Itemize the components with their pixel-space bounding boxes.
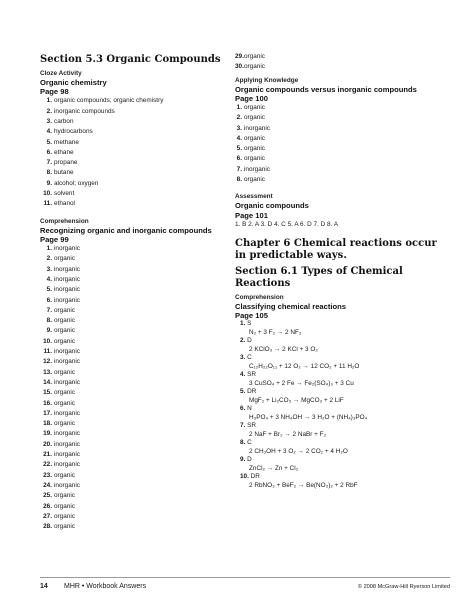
page-reference: Page 99 [40, 234, 69, 244]
activity-label: Cloze Activity [40, 70, 82, 77]
activity-label: Assessment [235, 193, 273, 201]
footer-divider [40, 577, 450, 578]
reaction-item [235, 405, 450, 422]
item-answer: organic [54, 306, 75, 314]
reaction-label [235, 337, 450, 345]
list-item [40, 419, 225, 429]
list-item [40, 189, 225, 199]
list-item [40, 117, 225, 127]
list-item [40, 168, 225, 178]
activity-heading: Classifying chemical reactions [235, 301, 346, 311]
item-number: 1. [236, 104, 242, 111]
item-answer: inorganic [54, 358, 80, 366]
reaction-label [235, 405, 450, 413]
item-number: 26. [43, 502, 52, 510]
item-number: 8. [46, 317, 52, 325]
item-number: 6. [46, 296, 52, 304]
item-answer: hydrocarbons [54, 128, 93, 136]
item-answer: inorganic [54, 440, 80, 448]
continued-answer-list [235, 52, 450, 73]
item-answer: inorganic [54, 296, 80, 304]
item-number: 3. [240, 354, 246, 362]
item-number: 9. [240, 456, 246, 464]
list-item [235, 62, 450, 72]
item-answer: propane [54, 159, 78, 167]
reaction-type: SR [247, 371, 257, 379]
item-answer: organic [244, 145, 265, 153]
item-answer: methane [54, 138, 79, 146]
item-number: 12. [43, 358, 52, 366]
item-answer: inorganic [54, 461, 80, 469]
book-title: MHR • Workbook Answers [64, 583, 147, 590]
item-number: 23. [43, 471, 52, 479]
list-item [40, 148, 225, 158]
activity-label: Comprehension [235, 293, 284, 301]
list-item [235, 175, 450, 185]
item-number: 5. [236, 145, 242, 153]
item-number: 1. [240, 320, 246, 328]
left-column [40, 54, 225, 532]
list-item [40, 127, 225, 137]
activity-heading: Organic chemistry [40, 78, 107, 87]
item-answer: inorganic [54, 286, 80, 294]
page-number: 14 [40, 583, 48, 590]
item-answer: organic [54, 255, 75, 263]
item-answer: organic [244, 176, 265, 184]
activity-label: Applying Knowledge [235, 76, 299, 84]
item-answer: inorganic compounds [54, 107, 115, 115]
item-number: 4. [46, 128, 52, 136]
reaction-answer-list [235, 320, 450, 490]
list-item [40, 512, 225, 522]
copyright-notice: © 2008 McGraw-Hill Ryerson Limited [357, 584, 450, 590]
reaction-item [235, 422, 450, 439]
chemical-equation: 3 CuSO₄ + 2 Fe → Fe₂(SO₄)₃ + 3 Cu [249, 379, 354, 387]
page-reference: Page 100 [235, 93, 268, 103]
reaction-label [235, 388, 450, 396]
item-answer: organic [54, 523, 75, 531]
item-answer: inorganic [54, 430, 80, 438]
reaction-item [235, 456, 450, 473]
item-number: 20. [43, 440, 52, 448]
item-answer: organic [54, 399, 75, 407]
item-answer: inorganic [54, 265, 80, 273]
right-column [235, 52, 450, 490]
list-item [235, 134, 450, 144]
list-item [40, 316, 225, 326]
item-number: 25. [43, 492, 52, 500]
item-number: 9. [46, 327, 52, 335]
chemical-equation: 2 RbNO₃ + BeF₂ → Be(NO₃)₂ + 2 RbF [249, 481, 358, 489]
item-number: 2. [240, 337, 246, 345]
item-answer: organic [244, 53, 265, 60]
applying-answer-list [235, 103, 450, 185]
item-answer: ethane [54, 148, 74, 156]
item-answer: organic [244, 134, 265, 142]
item-number: 13. [43, 368, 52, 376]
reaction-type: SR [247, 422, 257, 430]
item-answer: carbon [54, 118, 74, 125]
reaction-label [235, 354, 450, 362]
list-item [40, 502, 225, 512]
list-item [40, 179, 225, 189]
list-item [40, 244, 225, 254]
item-number: 6. [236, 155, 242, 163]
item-number: 15. [43, 389, 52, 397]
item-answer: butane [54, 169, 74, 177]
item-number: 22. [43, 461, 52, 469]
list-item [40, 107, 225, 117]
list-item [235, 144, 450, 154]
item-answer: inorganic [244, 165, 270, 173]
reaction-item [235, 439, 450, 456]
page-reference: Page 101 [235, 210, 268, 220]
list-item [40, 491, 225, 501]
list-item [40, 429, 225, 439]
list-item [235, 52, 450, 62]
item-answer: organic [54, 420, 75, 428]
item-answer: organic [244, 155, 265, 163]
item-number: 10. [240, 473, 249, 481]
item-answer: inorganic [54, 409, 80, 417]
reaction-type: C [247, 354, 252, 362]
item-answer: inorganic [54, 348, 80, 356]
chemical-equation: C₁₂H₂₂O₁₁ + 12 O₂ → 12 CO₂ + 11 H₂O [249, 362, 360, 370]
item-answer: inorganic [54, 245, 80, 253]
item-number: 19. [43, 430, 52, 438]
item-answer: organic [54, 389, 75, 397]
reaction-type: D [247, 456, 252, 464]
list-item [40, 481, 225, 491]
item-answer: ethanol [54, 200, 75, 208]
reaction-label [235, 473, 450, 481]
item-number: 7. [240, 422, 246, 430]
item-number: 11. [43, 348, 52, 356]
reaction-type: C [247, 439, 252, 447]
item-answer: organic [244, 114, 265, 122]
item-answer: alcohol; oxygen [54, 179, 99, 187]
list-item [40, 285, 225, 295]
activity-label: Comprehension [40, 217, 89, 225]
reaction-label [235, 320, 450, 328]
chemical-equation: 2 KClO₃ → 2 KCl + 3 O₂ [249, 345, 318, 353]
list-item [40, 460, 225, 470]
reaction-item [235, 354, 450, 371]
reaction-item [235, 371, 450, 388]
reaction-type: D [247, 337, 252, 345]
list-item [40, 296, 225, 306]
section-title: Section 5.3 Organic Compounds [40, 54, 221, 65]
item-number: 10. [43, 337, 52, 345]
list-item [40, 275, 225, 285]
list-item [40, 265, 225, 275]
item-number: 18. [43, 420, 52, 428]
comprehension-answer-list [40, 244, 225, 532]
chemical-equation: N₂ + 3 F₂ → 2 NF₃ [249, 328, 302, 336]
item-number: 24. [43, 481, 52, 489]
list-item [235, 154, 450, 164]
item-answer: solvent [54, 190, 75, 198]
list-item [40, 450, 225, 460]
item-answer: organic [54, 368, 75, 376]
item-answer: inorganic [54, 451, 80, 459]
reaction-label [235, 422, 450, 430]
activity-heading: Recognizing organic and inorganic compounds [40, 225, 212, 235]
chemical-equation: ZnCl₂ → Zn + Cl₂ [249, 464, 299, 472]
list-item [40, 388, 225, 398]
page-reference: Page 105 [235, 310, 268, 320]
list-item [40, 399, 225, 409]
item-answer: inorganic [54, 378, 80, 386]
list-item [40, 337, 225, 347]
item-answer: inorganic [54, 481, 80, 489]
item-number: 6. [46, 148, 52, 156]
reaction-type: S [247, 320, 252, 328]
item-number: 4. [46, 275, 52, 283]
list-item [40, 347, 225, 357]
list-item [40, 306, 225, 316]
list-item [40, 522, 225, 532]
list-item [40, 254, 225, 264]
item-answer: organic [54, 512, 75, 520]
list-item [40, 158, 225, 168]
chemical-equation: 2 NaF + Br₂ → 2 NaBr + F₂ [249, 430, 327, 438]
item-number: 3. [46, 118, 52, 125]
item-number: 30. [235, 63, 244, 71]
item-answer: organic [54, 337, 75, 345]
item-number: 2. [46, 255, 52, 263]
item-number: 10. [43, 190, 52, 198]
reaction-type: N [247, 405, 252, 413]
assessment-answers: 1. B 2. A 3. D 4. C 5. A 6. D 7. D 8. A [235, 220, 339, 228]
item-number: 1. [46, 97, 52, 105]
page-footer [40, 577, 450, 595]
item-number: 16. [43, 399, 52, 407]
item-number: 3. [46, 265, 52, 273]
list-item [40, 138, 225, 148]
item-answer: organic [54, 317, 75, 325]
item-number: 7. [46, 159, 52, 167]
item-number: 8. [46, 169, 52, 177]
item-answer: organic [54, 471, 75, 479]
activity-heading: Organic compounds versus inorganic compounds [235, 84, 417, 94]
section-title: Section 6.1 Types of Chemical Reactions [235, 265, 403, 289]
item-answer: organic [54, 327, 75, 335]
reaction-label [235, 371, 450, 379]
chemical-equation: MgF₂ + Li₂CO₃ → MgCO₃ + 2 LiF [249, 396, 344, 404]
list-item [40, 357, 225, 367]
item-answer: organic [54, 492, 75, 500]
reaction-label [235, 456, 450, 464]
reaction-item [235, 320, 450, 337]
cloze-answer-list [40, 96, 225, 209]
reaction-type: DR [247, 388, 257, 396]
item-number: 5. [46, 286, 52, 294]
chapter-title: Chapter 6 Chemical reactions occur in predictable ways. [235, 237, 437, 261]
item-number: 21. [43, 451, 52, 459]
list-item [40, 199, 225, 209]
page-reference: Page 98 [40, 87, 69, 97]
item-number: 3. [236, 124, 242, 132]
item-number: 6. [240, 405, 246, 413]
chemical-equation: H₃PO₄ + 3 NH₄OH → 3 H₂O + (NH₄)₃PO₄ [249, 413, 368, 421]
list-item [40, 409, 225, 419]
item-number: 14. [43, 378, 52, 386]
item-number: 8. [240, 439, 246, 447]
list-item [40, 378, 225, 388]
item-answer: organic [244, 63, 265, 71]
item-number: 29. [235, 53, 244, 60]
item-number: 1. [46, 245, 52, 253]
item-number: 28. [43, 523, 52, 531]
reaction-type: DR [250, 473, 260, 481]
item-answer: inorganic [54, 275, 80, 283]
item-answer: organic [244, 104, 265, 111]
item-number: 5. [46, 138, 52, 146]
reaction-label [235, 439, 450, 447]
item-number: 5. [240, 388, 246, 396]
item-number: 17. [43, 409, 52, 417]
list-item [40, 326, 225, 336]
reaction-item [235, 473, 450, 490]
item-number: 2. [236, 114, 242, 122]
item-answer: inorganic [244, 124, 270, 132]
activity-heading: Organic compounds [235, 201, 309, 211]
item-number: 4. [236, 134, 242, 142]
list-item [40, 471, 225, 481]
item-number: 8. [236, 176, 242, 184]
item-number: 2. [46, 107, 52, 115]
item-number: 9. [46, 179, 52, 187]
list-item [40, 440, 225, 450]
list-item [235, 113, 450, 123]
list-item [235, 103, 450, 113]
list-item [235, 165, 450, 175]
chemical-equation: 2 CH₃OH + 3 O₂ → 2 CO₂ + 4 H₂O [249, 447, 348, 455]
reaction-item [235, 337, 450, 354]
list-item [235, 124, 450, 134]
list-item [40, 368, 225, 378]
item-answer: organic [54, 502, 75, 510]
item-number: 7. [46, 306, 52, 314]
list-item [40, 96, 225, 106]
item-number: 27. [43, 512, 52, 520]
reaction-item [235, 388, 450, 405]
item-number: 7. [236, 165, 242, 173]
item-number: 11. [43, 200, 52, 208]
item-answer: organic compounds; organic chemistry [54, 97, 164, 105]
item-number: 4. [240, 371, 246, 379]
